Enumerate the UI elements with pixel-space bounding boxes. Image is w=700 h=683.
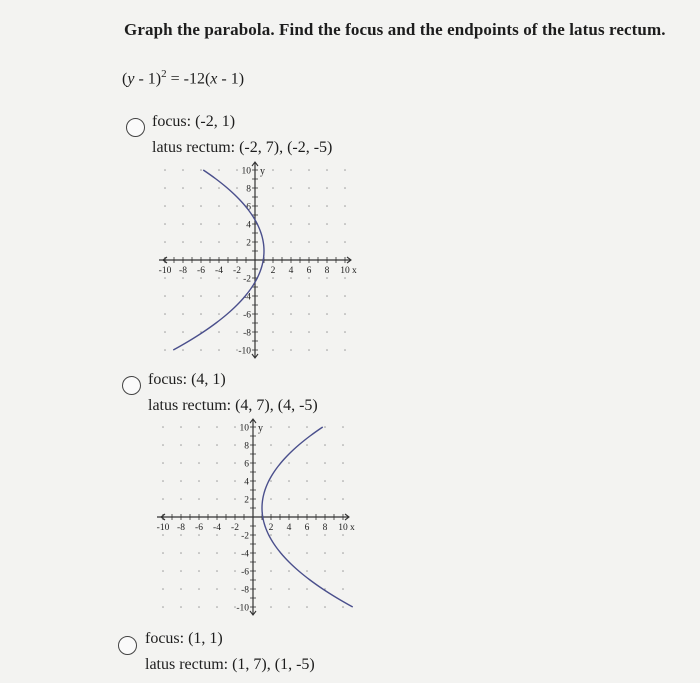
grid-dot xyxy=(216,444,218,446)
grid-dot xyxy=(182,295,184,297)
grid-dot xyxy=(272,295,274,297)
grid-dot xyxy=(162,498,164,500)
x-tick-label: -6 xyxy=(195,523,203,533)
y-tick-label: -4 xyxy=(241,549,249,560)
grid-dot xyxy=(326,241,328,243)
grid-dot xyxy=(218,241,220,243)
x-tick-label: 6 xyxy=(306,266,312,276)
grid-dot xyxy=(306,552,308,554)
y-axis-label: y xyxy=(258,423,263,434)
x-tick-label: -10 xyxy=(156,523,170,533)
grid-dot xyxy=(164,313,166,315)
option-b-graph xyxy=(148,417,358,622)
grid-dot xyxy=(272,205,274,207)
grid-dot xyxy=(290,223,292,225)
grid-dot xyxy=(216,534,218,536)
grid-dot xyxy=(218,295,220,297)
option-a-focus: focus: (-2, 1) xyxy=(152,113,236,130)
grid-dot xyxy=(180,552,182,554)
grid-dot xyxy=(200,277,202,279)
grid-dot xyxy=(216,552,218,554)
grid-dot xyxy=(342,498,344,500)
y-tick-label: -6 xyxy=(241,567,249,578)
grid-dot xyxy=(344,331,346,333)
x-tick-label: 2 xyxy=(270,266,276,276)
grid-dot xyxy=(308,223,310,225)
grid-dot xyxy=(342,570,344,572)
grid-dot xyxy=(218,331,220,333)
grid-dot xyxy=(198,498,200,500)
grid-dot xyxy=(324,462,326,464)
grid-dot xyxy=(234,480,236,482)
grid-dot xyxy=(216,462,218,464)
grid-dot xyxy=(236,187,238,189)
grid-dot xyxy=(306,606,308,608)
y-tick-label: 6 xyxy=(246,202,251,213)
grid-dot xyxy=(200,295,202,297)
grid-dot xyxy=(180,534,182,536)
grid-dot xyxy=(216,480,218,482)
grid-dot xyxy=(180,444,182,446)
y-tick-label: -8 xyxy=(243,328,251,339)
grid-dot xyxy=(200,169,202,171)
grid-dot xyxy=(200,187,202,189)
grid-dot xyxy=(164,241,166,243)
grid-dot xyxy=(234,498,236,500)
grid-dot xyxy=(180,462,182,464)
grid-dot xyxy=(290,187,292,189)
grid-dot xyxy=(164,331,166,333)
y-tick-label: -4 xyxy=(243,292,251,303)
grid-dot xyxy=(306,570,308,572)
grid-dot xyxy=(200,313,202,315)
grid-dot xyxy=(272,313,274,315)
grid-dot xyxy=(218,277,220,279)
y-axis-label: y xyxy=(260,166,265,177)
grid-dot xyxy=(288,534,290,536)
grid-dot xyxy=(326,331,328,333)
grid-dot xyxy=(234,444,236,446)
y-tick-label: 10 xyxy=(241,166,251,177)
grid-dot xyxy=(326,295,328,297)
grid-dot xyxy=(326,169,328,171)
grid-dot xyxy=(164,187,166,189)
grid-dot xyxy=(342,426,344,428)
option-b-radio[interactable] xyxy=(122,376,141,395)
grid-dot xyxy=(288,498,290,500)
y-tick-label: 8 xyxy=(246,184,251,195)
grid-dot xyxy=(182,223,184,225)
grid-dot xyxy=(308,295,310,297)
grid-dot xyxy=(290,241,292,243)
grid-dot xyxy=(182,331,184,333)
grid-dot xyxy=(218,205,220,207)
grid-dot xyxy=(180,606,182,608)
grid-dot xyxy=(216,426,218,428)
y-tick-label: 4 xyxy=(246,220,251,231)
option-b-latus-rectum: latus rectum: (4, 7), (4, -5) xyxy=(148,397,318,414)
grid-dot xyxy=(324,606,326,608)
grid-dot xyxy=(272,277,274,279)
grid-dot xyxy=(288,588,290,590)
grid-dot xyxy=(198,480,200,482)
grid-dot xyxy=(344,313,346,315)
grid-dot xyxy=(290,331,292,333)
grid-dot xyxy=(308,331,310,333)
grid-dot xyxy=(324,444,326,446)
grid-dot xyxy=(272,169,274,171)
option-c-latus-rectum: latus rectum: (1, 7), (1, -5) xyxy=(145,656,315,673)
grid-dot xyxy=(180,480,182,482)
x-tick-label: 8 xyxy=(322,523,328,533)
grid-dot xyxy=(234,588,236,590)
y-tick-label: 8 xyxy=(244,441,249,452)
x-tick-label: -4 xyxy=(215,266,223,276)
grid-dot xyxy=(182,205,184,207)
y-tick-label: 2 xyxy=(246,238,251,249)
grid-dot xyxy=(308,313,310,315)
grid-dot xyxy=(344,205,346,207)
grid-dot xyxy=(270,588,272,590)
x-tick-label: 10 xyxy=(338,523,348,533)
equation: (y - 1)$^2$ = -12(x - 1) xyxy=(122,68,245,88)
grid-dot xyxy=(236,277,238,279)
grid-dot xyxy=(182,169,184,171)
option-c-radio[interactable] xyxy=(118,636,137,655)
grid-dot xyxy=(216,606,218,608)
grid-dot xyxy=(180,588,182,590)
grid-dot xyxy=(324,570,326,572)
option-a-graph xyxy=(150,160,360,365)
y-tick-label: -10 xyxy=(238,346,251,357)
grid-dot xyxy=(270,498,272,500)
grid-dot xyxy=(306,534,308,536)
grid-dot xyxy=(198,588,200,590)
x-tick-label: 4 xyxy=(288,266,294,276)
grid-dot xyxy=(234,534,236,536)
grid-dot xyxy=(308,349,310,351)
grid-dot xyxy=(164,295,166,297)
grid-dot xyxy=(306,480,308,482)
grid-dot xyxy=(182,241,184,243)
grid-dot xyxy=(216,588,218,590)
grid-dot xyxy=(344,187,346,189)
grid-dot xyxy=(162,444,164,446)
grid-dot xyxy=(216,570,218,572)
grid-dot xyxy=(272,223,274,225)
grid-dot xyxy=(162,588,164,590)
grid-dot xyxy=(342,552,344,554)
x-tick-label: -8 xyxy=(179,266,187,276)
grid-dot xyxy=(272,331,274,333)
grid-dot xyxy=(272,349,274,351)
x-tick-label: 2 xyxy=(268,523,274,533)
grid-dot xyxy=(200,349,202,351)
grid-dot xyxy=(162,534,164,536)
grid-dot xyxy=(342,606,344,608)
y-tick-label: 4 xyxy=(244,477,249,488)
grid-dot xyxy=(182,187,184,189)
grid-dot xyxy=(270,570,272,572)
grid-dot xyxy=(162,462,164,464)
x-tick-label: 4 xyxy=(286,523,292,533)
option-a-radio[interactable] xyxy=(126,118,145,137)
x-tick-label: 10 xyxy=(340,266,350,276)
grid-dot xyxy=(198,462,200,464)
grid-dot xyxy=(198,552,200,554)
grid-dot xyxy=(290,277,292,279)
grid-dot xyxy=(180,498,182,500)
grid-dot xyxy=(162,426,164,428)
grid-dot xyxy=(218,313,220,315)
grid-dot xyxy=(270,606,272,608)
grid-dot xyxy=(290,295,292,297)
grid-dot xyxy=(288,426,290,428)
grid-dot xyxy=(216,498,218,500)
y-tick-label: 10 xyxy=(239,423,249,434)
grid-dot xyxy=(326,187,328,189)
grid-dot xyxy=(234,462,236,464)
grid-dot xyxy=(236,169,238,171)
grid-dot xyxy=(182,313,184,315)
grid-dot xyxy=(306,444,308,446)
option-b-focus: focus: (4, 1) xyxy=(148,371,226,388)
grid-dot xyxy=(198,570,200,572)
grid-dot xyxy=(236,313,238,315)
grid-dot xyxy=(270,534,272,536)
grid-dot xyxy=(326,313,328,315)
grid-dot xyxy=(236,205,238,207)
grid-dot xyxy=(236,331,238,333)
y-tick-label: -6 xyxy=(243,310,251,321)
y-tick-label: -2 xyxy=(243,274,251,285)
grid-dot xyxy=(326,205,328,207)
grid-dot xyxy=(272,187,274,189)
grid-dot xyxy=(288,606,290,608)
x-tick-label: -10 xyxy=(158,266,172,276)
grid-dot xyxy=(198,534,200,536)
grid-dot xyxy=(182,349,184,351)
option-c-focus: focus: (1, 1) xyxy=(145,630,223,647)
grid-dot xyxy=(324,426,326,428)
grid-dot xyxy=(218,169,220,171)
grid-dot xyxy=(164,169,166,171)
grid-dot xyxy=(308,169,310,171)
grid-dot xyxy=(218,223,220,225)
y-tick-label: -10 xyxy=(236,603,249,614)
grid-dot xyxy=(234,426,236,428)
grid-dot xyxy=(342,588,344,590)
grid-dot xyxy=(162,570,164,572)
grid-dot xyxy=(200,223,202,225)
grid-dot xyxy=(236,295,238,297)
grid-dot xyxy=(324,552,326,554)
x-tick-label: -6 xyxy=(197,266,205,276)
grid-dot xyxy=(308,241,310,243)
x-tick-label: -8 xyxy=(177,523,185,533)
grid-dot xyxy=(290,349,292,351)
x-tick-label: -4 xyxy=(213,523,221,533)
grid-dot xyxy=(162,606,164,608)
grid-dot xyxy=(306,588,308,590)
grid-dot xyxy=(342,480,344,482)
grid-dot xyxy=(270,480,272,482)
y-tick-label: -8 xyxy=(241,585,249,596)
question-title: Graph the parabola. Find the focus and the endpoints of the latus rectum. xyxy=(124,20,666,39)
grid-dot xyxy=(270,426,272,428)
option-b-graph-svg xyxy=(148,417,358,617)
x-tick-label: 6 xyxy=(304,523,310,533)
grid-dot xyxy=(344,169,346,171)
grid-dot xyxy=(344,295,346,297)
grid-dot xyxy=(234,570,236,572)
x-tick-label: -2 xyxy=(233,266,241,276)
y-tick-label: -2 xyxy=(241,531,249,542)
grid-dot xyxy=(198,444,200,446)
grid-dot xyxy=(344,241,346,243)
grid-dot xyxy=(182,277,184,279)
grid-dot xyxy=(288,570,290,572)
grid-dot xyxy=(288,480,290,482)
grid-dot xyxy=(236,241,238,243)
grid-dot xyxy=(270,462,272,464)
grid-dot xyxy=(164,205,166,207)
grid-dot xyxy=(234,552,236,554)
grid-dot xyxy=(270,552,272,554)
grid-dot xyxy=(306,462,308,464)
grid-dot xyxy=(288,444,290,446)
grid-dot xyxy=(290,169,292,171)
grid-dot xyxy=(180,570,182,572)
grid-dot xyxy=(198,426,200,428)
grid-dot xyxy=(162,480,164,482)
grid-dot xyxy=(342,444,344,446)
x-axis-label: x xyxy=(350,523,355,533)
grid-dot xyxy=(342,534,344,536)
x-axis-label: x xyxy=(352,266,357,276)
x-tick-label: 8 xyxy=(324,266,330,276)
grid-dot xyxy=(306,498,308,500)
grid-dot xyxy=(308,205,310,207)
grid-dot xyxy=(198,606,200,608)
y-tick-label: 2 xyxy=(244,495,249,506)
option-a-latus-rectum: latus rectum: (-2, 7), (-2, -5) xyxy=(152,139,333,156)
grid-dot xyxy=(218,187,220,189)
grid-dot xyxy=(290,313,292,315)
grid-dot xyxy=(344,223,346,225)
option-a-graph-svg xyxy=(150,160,360,360)
grid-dot xyxy=(326,349,328,351)
grid-dot xyxy=(288,462,290,464)
grid-dot xyxy=(200,205,202,207)
y-tick-label: 6 xyxy=(244,459,249,470)
grid-dot xyxy=(164,223,166,225)
grid-dot xyxy=(342,462,344,464)
grid-dot xyxy=(270,444,272,446)
grid-dot xyxy=(324,498,326,500)
grid-dot xyxy=(218,349,220,351)
grid-dot xyxy=(326,277,328,279)
grid-dot xyxy=(180,426,182,428)
grid-dot xyxy=(200,241,202,243)
grid-dot xyxy=(272,241,274,243)
grid-dot xyxy=(164,349,166,351)
grid-dot xyxy=(306,426,308,428)
grid-dot xyxy=(344,349,346,351)
x-tick-label: -2 xyxy=(231,523,239,533)
grid-dot xyxy=(326,223,328,225)
grid-dot xyxy=(162,552,164,554)
grid-dot xyxy=(164,277,166,279)
grid-dot xyxy=(344,277,346,279)
grid-dot xyxy=(308,187,310,189)
grid-dot xyxy=(324,480,326,482)
grid-dot xyxy=(324,534,326,536)
grid-dot xyxy=(308,277,310,279)
grid-dot xyxy=(288,552,290,554)
grid-dot xyxy=(236,223,238,225)
grid-dot xyxy=(290,205,292,207)
